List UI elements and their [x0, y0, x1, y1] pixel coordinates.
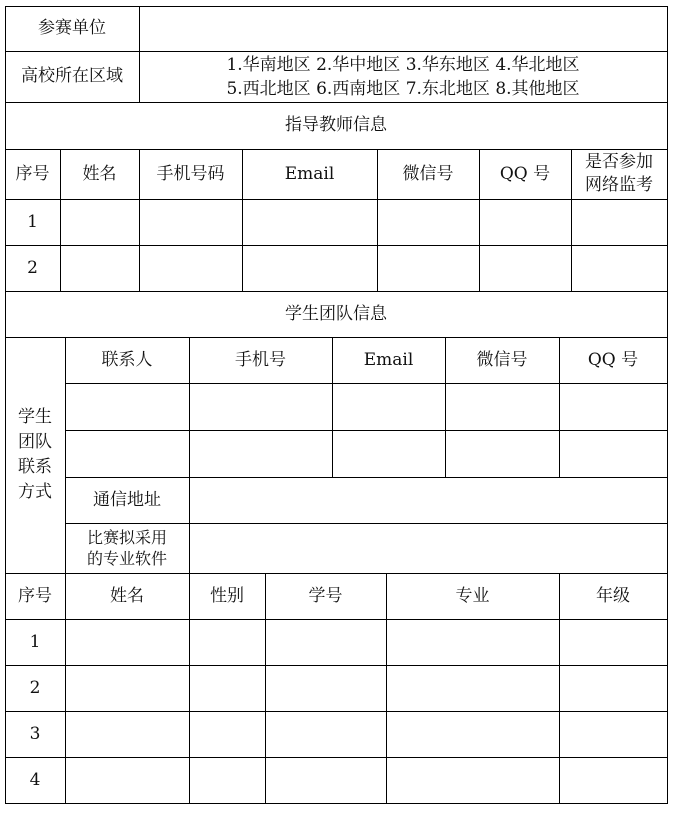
teacher-row-2-index: 2 — [27, 257, 38, 278]
grid-hline — [65, 383, 668, 384]
team-address-input-cell[interactable] — [189, 477, 667, 523]
region-label: 高校所在区域 — [21, 66, 123, 86]
teacher-header-index: 序号 — [15, 163, 50, 184]
table-right-border — [667, 6, 668, 804]
grid-vline — [445, 337, 446, 478]
grid-vline — [479, 149, 480, 292]
team-software-input-cell[interactable] — [189, 523, 667, 573]
grid-vline — [65, 337, 66, 574]
teacher-header-qq: QQ 号 — [499, 163, 551, 184]
region-options-line-1: 1.华南地区 2.华中地区 3.华东地区 4.华北地区 — [226, 54, 580, 75]
member-header-index: 序号 — [18, 585, 52, 606]
team-header-contact: 联系人 — [101, 349, 153, 370]
team-address-label: 通信地址 — [93, 489, 161, 510]
team-contact-side-label — [5, 337, 65, 573]
region-options-cell[interactable] — [139, 51, 667, 102]
team-side-label-line-1: 学生 — [18, 407, 52, 427]
member-row-2-fields[interactable] — [65, 665, 667, 711]
grid-vline — [139, 149, 140, 292]
member-header-gender: 性别 — [210, 585, 244, 606]
member-header-major: 专业 — [455, 585, 490, 606]
team-side-label-line-4: 方式 — [18, 482, 52, 502]
member-row-3-fields[interactable] — [65, 711, 667, 757]
region-options-line-2: 5.西北地区 6.西南地区 7.东北地区 8.其他地区 — [226, 78, 580, 99]
grid-hline — [5, 757, 668, 758]
grid-vline — [189, 573, 190, 804]
table-top-border — [5, 6, 668, 7]
teacher-header-wechat: 微信号 — [402, 163, 454, 184]
grid-vline — [60, 149, 61, 292]
team-side-label-line-3: 联系 — [18, 457, 52, 477]
grid-hline — [5, 711, 668, 712]
member-row-4-index: 4 — [29, 769, 41, 790]
grid-hline — [65, 523, 668, 524]
grid-vline — [242, 149, 243, 292]
teacher-header-name: 姓名 — [82, 163, 117, 184]
teacher-row-2-fields[interactable] — [60, 245, 667, 291]
table-bottom-border — [5, 803, 668, 804]
grid-vline — [571, 149, 572, 292]
member-header-grade: 年级 — [596, 585, 630, 606]
member-row-3-index: 3 — [29, 723, 41, 744]
member-header-student-id: 学号 — [308, 585, 343, 606]
member-header-name: 姓名 — [110, 585, 144, 606]
grid-hline — [5, 51, 668, 52]
grid-vline — [559, 337, 560, 478]
grid-hline — [5, 245, 668, 246]
team-side-label-line-2: 团队 — [18, 432, 52, 452]
grid-hline — [65, 430, 668, 431]
table-left-border — [5, 6, 6, 804]
team-header-email: Email — [363, 349, 414, 370]
member-row-1-fields[interactable] — [65, 619, 667, 665]
grid-hline — [5, 665, 668, 666]
member-row-2-index: 2 — [29, 677, 41, 698]
grid-vline — [559, 573, 560, 804]
unit-input-cell[interactable] — [139, 6, 667, 51]
grid-vline — [265, 573, 266, 804]
grid-hline — [5, 102, 668, 103]
grid-hline — [5, 337, 668, 338]
team-software-label-line-2: 的专业软件 — [86, 549, 167, 568]
grid-hline — [5, 291, 668, 292]
grid-vline — [189, 337, 190, 574]
teacher-row-1-fields[interactable] — [60, 199, 667, 245]
grid-hline — [5, 199, 668, 200]
team-header-wechat: 微信号 — [476, 349, 528, 370]
member-row-1-index: 1 — [29, 631, 41, 652]
grid-vline — [386, 573, 387, 804]
grid-hline — [5, 573, 668, 574]
team-section-title: 学生团队信息 — [285, 303, 387, 324]
teacher-section-title: 指导教师信息 — [285, 115, 387, 135]
team-contact-row-1[interactable] — [65, 383, 667, 430]
grid-vline — [139, 6, 140, 103]
grid-hline — [65, 477, 668, 478]
grid-hline — [5, 619, 668, 620]
teacher-header-proctoring-line-1: 是否参加 — [585, 152, 653, 172]
unit-label: 参赛单位 — [38, 18, 106, 38]
member-row-4-fields[interactable] — [65, 757, 667, 803]
teacher-header-phone: 手机号码 — [156, 163, 225, 184]
team-software-label — [65, 523, 189, 573]
team-header-qq: QQ 号 — [587, 349, 639, 370]
grid-vline — [332, 337, 333, 478]
grid-vline — [65, 573, 66, 804]
teacher-row-1-index: 1 — [27, 211, 38, 232]
grid-hline — [5, 149, 668, 150]
teacher-header-proctoring-line-2: 网络监考 — [585, 175, 653, 195]
team-software-label-line-1: 比赛拟采用 — [86, 528, 167, 547]
grid-vline — [377, 149, 378, 292]
teacher-header-proctoring — [571, 149, 667, 199]
teacher-header-email: Email — [284, 163, 335, 184]
team-header-phone: 手机号 — [235, 349, 286, 370]
team-contact-row-2[interactable] — [65, 430, 667, 477]
